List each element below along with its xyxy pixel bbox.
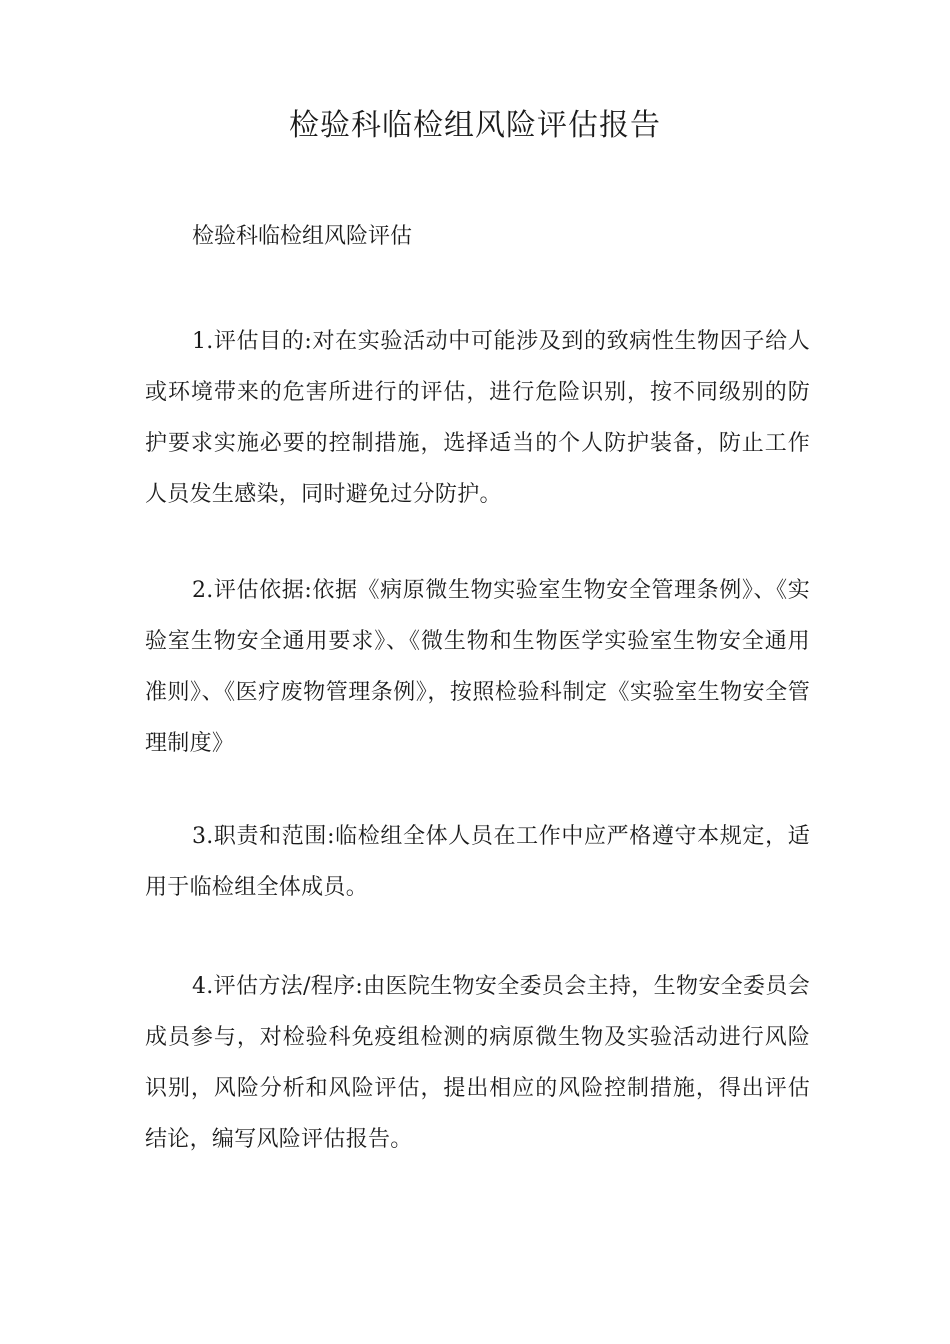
paragraph-responsibility-scope: 3.职责和范围:临检组全体人员在工作中应严格遵守本规定，适用于临检组全体成员。 <box>145 824 810 900</box>
document-subtitle: 检验科临检组风险评估 <box>192 224 413 249</box>
paragraph-assessment-purpose: 1.评估目的:对在实验活动中可能涉及到的致病性生物因子给人或环境带来的危害所进行的评估，进行危险识别，按不同级别的防护要求实施必要的控制措施，选择适当的个人防护装备，防止工作人员发生感染，同时避免过分防护。 <box>145 329 810 507</box>
paragraph-assessment-method: 4.评估方法/程序:由医院生物安全委员会主持，生物安全委员会成员参与，对检验科免疫组检测的病原微生物及实验活动进行风险识别，风险分析和风险评估，提出相应的风险控制措施，得出评估结论，编写风险评估报告。 <box>145 974 810 1152</box>
paragraph-assessment-basis: 2.评估依据:依据《病原微生物实验室生物安全管理条例》、《实验室生物安全通用要求》、《微生物和生物医学实验室生物安全通用准则》、《医疗废物管理条例》，按照检验科制定《实验室生物安全管理制度》 <box>145 578 810 756</box>
document-title: 检验科临检组风险评估报告 <box>289 108 661 143</box>
